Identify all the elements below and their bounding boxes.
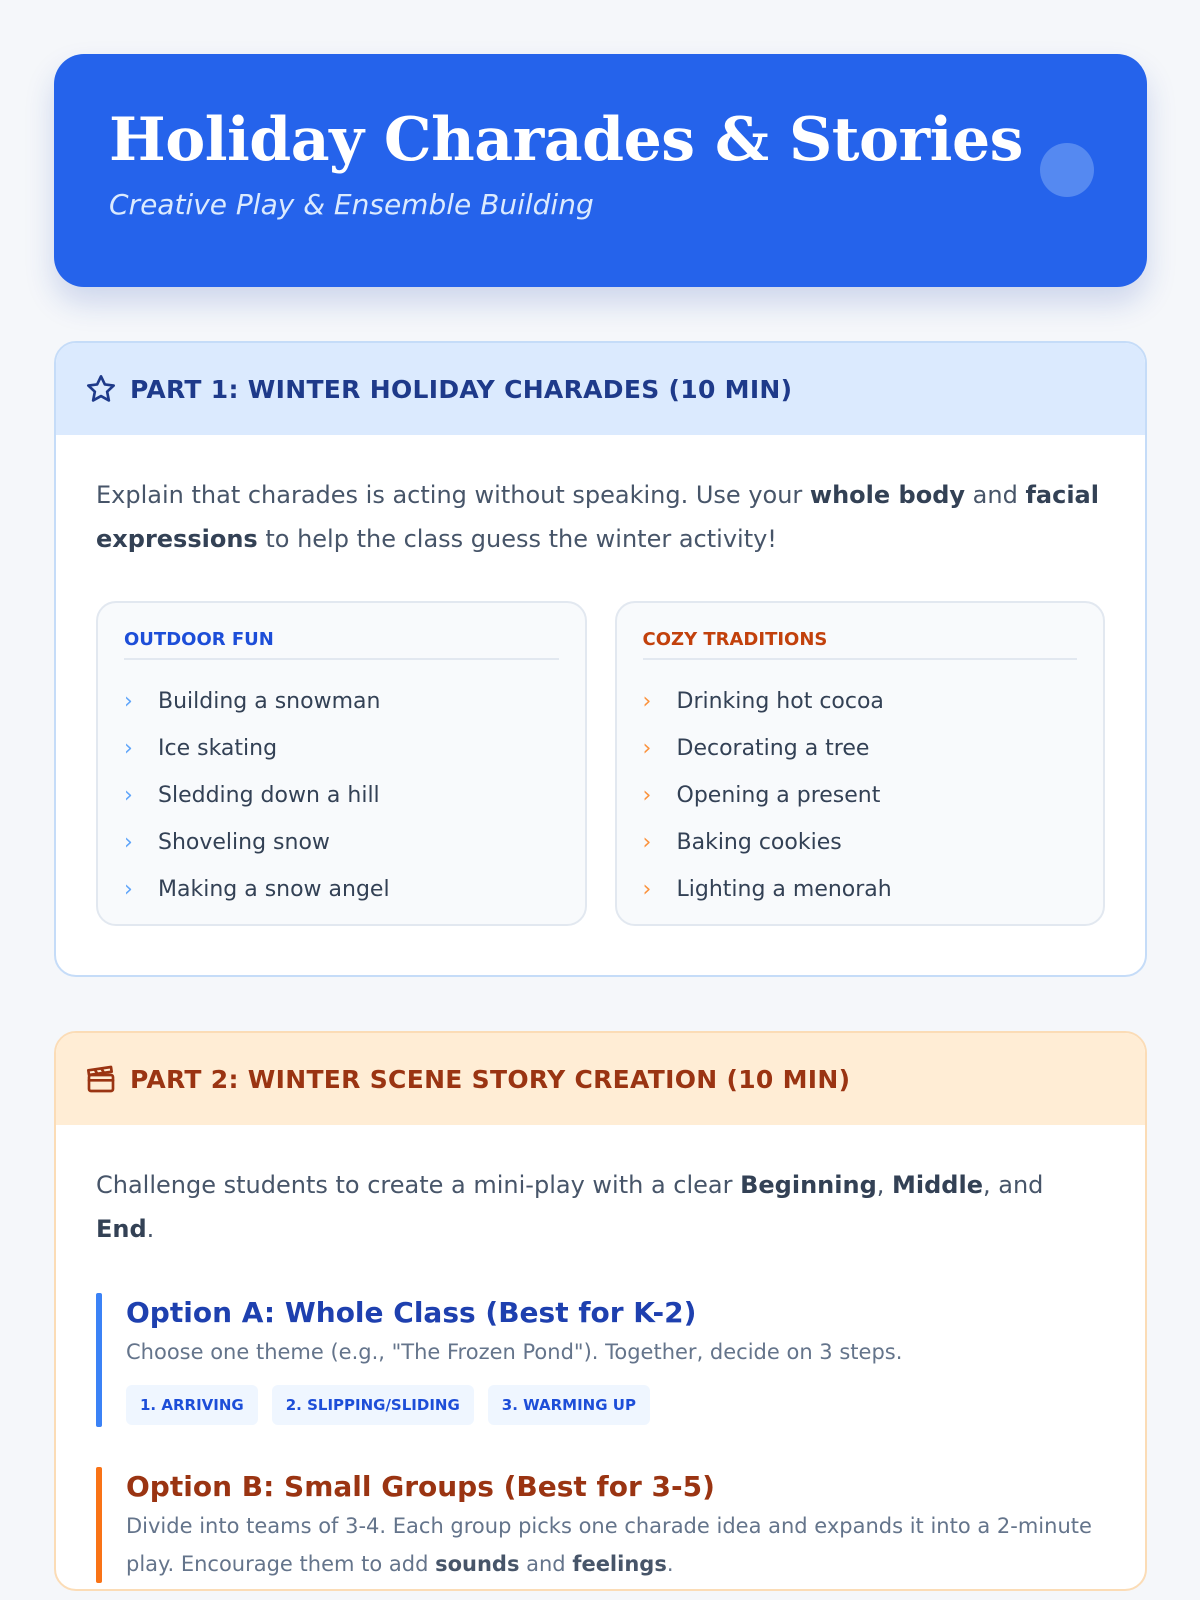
part-1-intro: Explain that charades is acting without speaking. Use your whole body and facial expressions to help the class guess the winter activity! <box>96 481 1099 553</box>
part-2-intro: Challenge students to create a mini-play with a clear Beginning, Middle, and End. <box>96 1171 1044 1243</box>
header-banner <box>54 54 1147 287</box>
chevron-right-icon: › <box>124 736 133 761</box>
charades-columns <box>96 601 1105 926</box>
page <box>54 54 1147 1591</box>
list-item: › Lighting a menorah <box>642 877 892 902</box>
step-chip: 2. SLIPPING/SLIDING <box>272 1385 474 1425</box>
chevron-right-icon: › <box>124 689 133 714</box>
list-item: › Decorating a tree <box>642 736 870 761</box>
chevron-right-icon: › <box>642 783 652 808</box>
part-1-title: PART 1: WINTER HOLIDAY CHARADES (10 MIN) <box>130 374 793 404</box>
part-2-title: PART 2: WINTER SCENE STORY CREATION (10 MIN) <box>130 1064 851 1094</box>
part-2-header <box>56 1033 1145 1125</box>
list-item: › Opening a present <box>642 783 881 808</box>
chevron-right-icon: › <box>642 830 652 855</box>
list-item: › Drinking hot cocoa <box>642 689 884 714</box>
clapperboard-icon <box>84 1062 118 1096</box>
option-a-text: Choose one theme (e.g., "The Frozen Pond"). Together, decide on 3 steps. <box>126 1340 903 1364</box>
page-subtitle: Creative Play & Ensemble Building <box>109 188 594 221</box>
step-chip: 3. WARMING UP <box>488 1385 650 1425</box>
option-b-text: Divide into teams of 3-4. Each group picks one charade idea and expands it into a 2-minute play. Encourage them to add sounds and feelings. <box>126 1514 1092 1576</box>
cozy-traditions-column <box>615 601 1106 926</box>
page-title: Holiday Charades & Stories <box>109 105 1023 175</box>
step-chip: 1. ARRIVING <box>126 1385 258 1425</box>
option-b-title: Option B: Small Groups (Best for 3-5) <box>126 1470 715 1503</box>
list-item: › Shoveling snow <box>124 830 330 855</box>
chevron-right-icon: › <box>124 830 133 855</box>
list-item: › Baking cookies <box>642 830 842 855</box>
chevron-right-icon: › <box>124 877 133 902</box>
star-icon <box>84 372 118 406</box>
outdoor-fun-column <box>96 601 587 926</box>
option-a-title: Option A: Whole Class (Best for K-2) <box>126 1296 697 1329</box>
chevron-right-icon: › <box>124 783 133 808</box>
list-item: › Sledding down a hill <box>124 783 380 808</box>
chevron-right-icon: › <box>642 877 652 902</box>
decorative-circle <box>1040 143 1094 197</box>
part-1-card <box>54 341 1147 977</box>
column-heading: OUTDOOR FUN <box>124 629 559 660</box>
column-heading: COZY TRADITIONS <box>643 629 1078 660</box>
option-b <box>96 1467 1105 1583</box>
option-a <box>96 1293 1105 1427</box>
part-1-header <box>56 343 1145 435</box>
list-item: › Ice skating <box>124 736 278 761</box>
option-a-steps <box>126 1385 1105 1427</box>
list-item: › Building a snowman <box>124 689 381 714</box>
chevron-right-icon: › <box>642 689 652 714</box>
list-item: › Making a snow angel <box>124 877 390 902</box>
chevron-right-icon: › <box>642 736 652 761</box>
part-2-card <box>54 1031 1147 1591</box>
